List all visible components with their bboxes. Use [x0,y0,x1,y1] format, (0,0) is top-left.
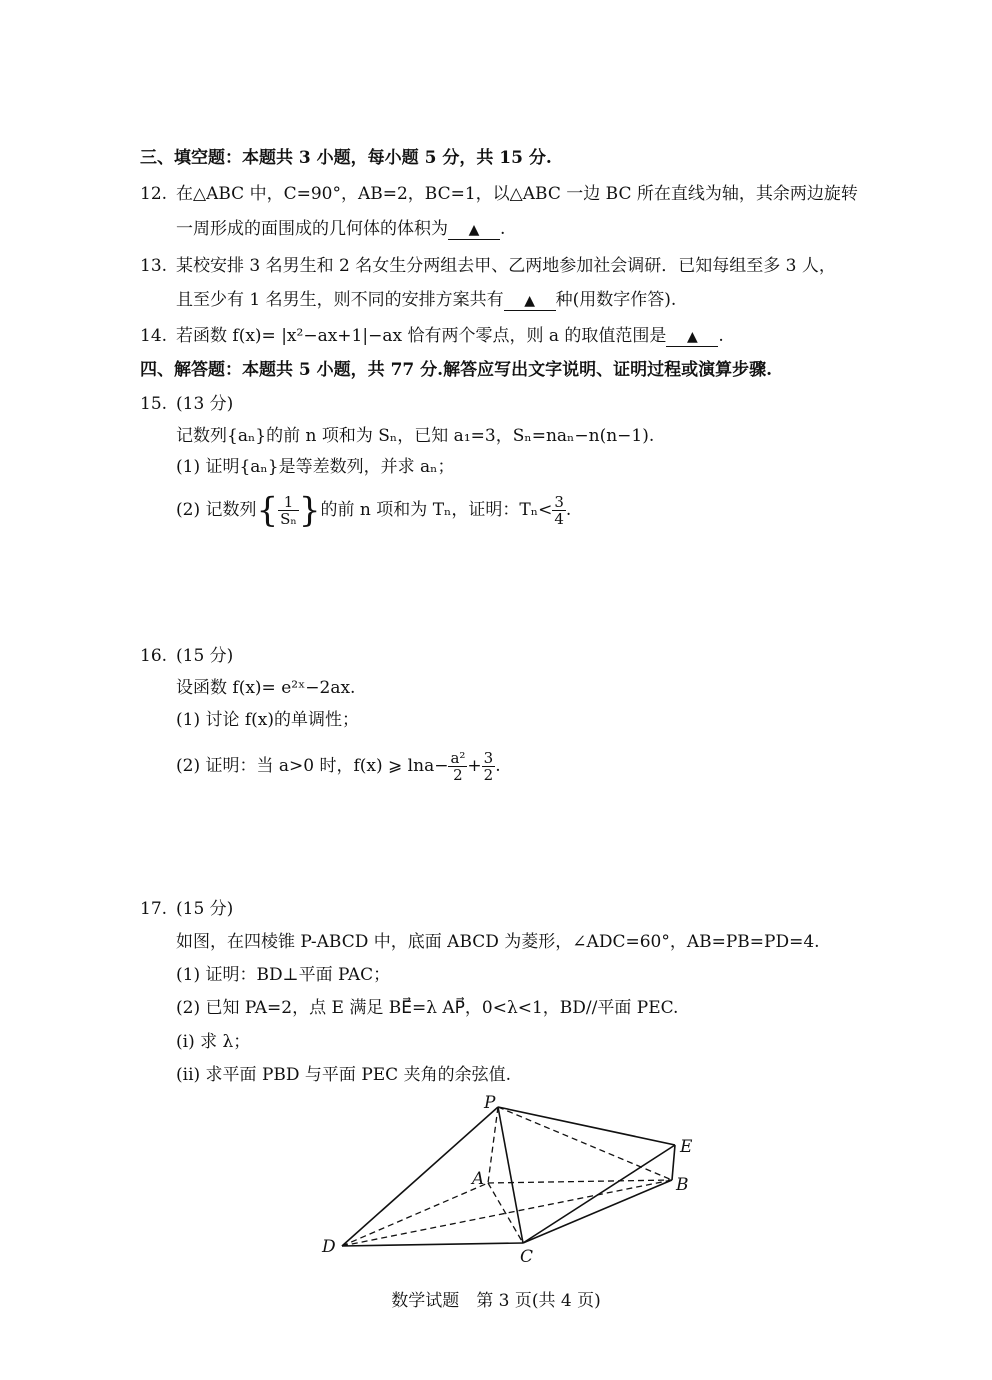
q16-fraction-3-over-2: $\frac{3}{2}$ [483,749,494,784]
q12-text: 一周形成的面围成的几何体的体积为 [176,219,448,239]
q17-part1: (1) 证明：BD⊥平面 PAC； [176,965,391,985]
q15-part2-mid: 的前 n 项和为 Tₙ，证明：Tₙ< [320,500,553,520]
q14-end: . [718,326,724,346]
edge-DC [342,1243,523,1246]
edge-EB [672,1145,675,1180]
q17-part2: (2) 已知 PA=2，点 E 满足 BE⃗=λ AP⃗，0<λ<1，BD//平面 PEC. [176,998,679,1018]
q13-text: 且至少有 1 名男生，则不同的安排方案共有 [176,290,504,310]
edge-PB [498,1107,672,1180]
edge-PA [488,1107,498,1183]
q12-end: . [500,219,506,239]
q16-score: (15 分) [176,646,234,666]
q13-end: 种(用数字作答). [555,290,677,310]
q15-part1: (1) 证明{aₙ}是等差数列，并求 aₙ； [176,457,455,477]
q14-text: 若函数 f(x)= |x²−ax+1|−ax 恰有两个零点，则 a 的取值范围是 [176,326,667,346]
label-A: A [472,1169,485,1189]
q16-stem: 设函数 f(x)= e²ˣ−2ax. [176,678,356,698]
q14-number: 14. [140,326,168,346]
q17-stem: 如图，在四棱锥 P-ABCD 中，底面 ABCD 为菱形，∠ADC=60°，AB=PB=PD=4. [176,932,820,952]
q16-plus: + [467,756,482,776]
q17-score: (15 分) [176,899,234,919]
q16-fraction-a2-over-2: $\frac{\text{a²}}{2}$ [450,749,466,784]
page-footer: 数学试题 第 3 页(共 4 页) [391,1291,601,1311]
q15-stem: 记数列{aₙ}的前 n 项和为 Sₙ，已知 a₁=3，Sₙ=naₙ−n(n−1). [176,426,655,446]
q17-number: 17. [140,899,168,919]
q15-part2-end: . [565,500,572,520]
edge-PE [498,1107,675,1145]
q16-number: 16. [140,646,168,666]
q12-line1: 在△ABC 中，C=90°，AB=2，BC=1，以△ABC 一边 BC 所在直线为轴，其余两边旋转 [176,184,858,204]
q16-part1: (1) 讨论 f(x)的单调性； [176,710,360,730]
q13-number: 13. [140,256,168,276]
q15-fraction-3-over-4: $\frac{3}{4}$ [554,493,564,528]
edge-AB [488,1180,672,1183]
q16-part2-pre: (2) 证明：当 a>0 时，f(x) ⩾ lna− [176,756,449,776]
edge-DB [342,1180,672,1246]
label-C: C [520,1247,534,1267]
q14-answer-blank: ▲ [666,328,718,347]
section-3-title: 三、填空题：本题共 3 小题，每小题 5 分，共 15 分. [140,148,552,168]
section-4-title: 四、解答题：本题共 5 小题，共 77 分.解答应写出文字说明、证明过程或演算步骤. [140,360,772,380]
q15-part2-pre: (2) 记数列 [176,500,257,520]
edge-CB [523,1180,672,1243]
label-B: B [676,1175,689,1195]
label-E: E [680,1137,693,1157]
q17-part2-ii: (ii) 求平面 PBD 与平面 PEC 夹角的余弦值. [176,1065,511,1085]
q13-line1: 某校安排 3 名男生和 2 名女生分两组去甲、乙两地参加社会调研．已知每组至多 3 人， [176,256,836,276]
label-D: D [322,1237,336,1257]
q15-number: 15. [140,394,168,414]
q15-fraction-1-over-sn: $\frac{1}{\text{Sₙ}}$ [280,493,297,528]
q16-part2-end: . [495,756,501,776]
q12-answer-blank: ▲ [448,221,500,240]
edge-DA [342,1183,488,1246]
label-P: P [484,1093,496,1113]
q12-number: 12. [140,184,168,204]
q15-score: (13 分) [176,394,234,414]
left-brace: { [256,490,279,531]
q13-answer-blank: ▲ [504,292,556,311]
right-brace: } [298,490,321,531]
q17-part2-i: (i) 求 λ； [176,1032,251,1052]
